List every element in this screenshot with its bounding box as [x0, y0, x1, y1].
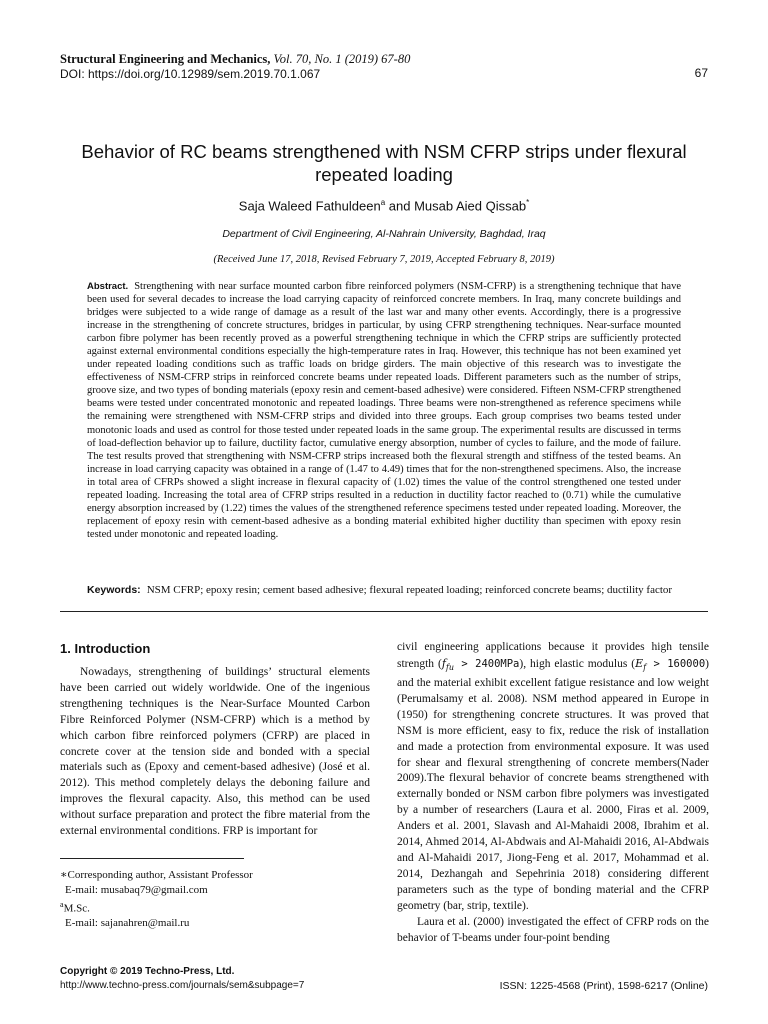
section-divider	[60, 611, 708, 612]
math-value: > 2400MPa	[454, 657, 520, 670]
author-a-degree: M.Sc.	[63, 902, 90, 915]
math-value: > 160000	[646, 657, 706, 670]
copyright-notice: Copyright © 2019 Techno-Press, Ltd.	[60, 966, 235, 977]
math-subscript: f	[643, 663, 647, 673]
intro-paragraph	[397, 640, 709, 915]
issn: ISSN: 1225-4568 (Print), 1598-6217 (Online)	[499, 980, 708, 992]
affiliation: Department of Civil Engineering, Al-Nahrain University, Baghdad, Iraq	[222, 228, 546, 240]
journal-citation	[60, 52, 410, 67]
paper-title: Behavior of RC beams strengthened with NSM CFRP strips under flexural repeated loading	[81, 141, 687, 185]
corresponding-author-note: ∗Corresponding author, Assistant Professor	[60, 869, 253, 881]
intro-paragraph: Laura et al. (2000) investigated the effect of CFRP rods on the behavior of T-beams under four-point bending	[397, 915, 709, 944]
keywords	[87, 584, 681, 597]
section-heading: 1. Introduction	[60, 641, 151, 656]
keywords-label: Keywords:	[87, 584, 141, 596]
text-run: civil engineering applications because it provides high tensile strength (	[397, 641, 709, 670]
author-a-email[interactable]: E-mail: sajanahren@mail.ru	[65, 917, 190, 930]
author-separator: and	[385, 198, 415, 214]
left-column	[60, 665, 370, 840]
journal-volume: Vol. 70, No. 1 (2019) 67-80	[270, 52, 411, 66]
footnote-divider	[60, 858, 244, 859]
author-name: Saja Waleed Fathuldeen	[238, 198, 381, 214]
keywords-text: NSM CFRP; epoxy resin; cement based adhesive; flexural repeated loading; reinforced concrete beams; ductility factor	[146, 584, 673, 596]
footnotes	[60, 868, 253, 931]
received-dates: (Received June 17, 2018, Revised February 7, 2019, Accepted February 8, 2019)	[213, 254, 555, 265]
footnote-mark: a	[60, 899, 64, 909]
author-name: Musab Aied Qissab	[414, 198, 527, 214]
text-run: ), high elastic modulus (	[519, 657, 636, 670]
corresponding-email[interactable]: E-mail: musabaq79@gmail.com	[65, 883, 208, 896]
author-a-note	[60, 898, 253, 916]
math-elastic-modulus	[635, 656, 647, 673]
author-mark: a	[380, 198, 386, 207]
intro-paragraph: Nowadays, strengthening of buildings’ structural elements have been carried out widely worldwide. One of the ingenious strengthening techniques is the Near-Surface Mounted Carbon Fibre Reinforced Polymer (NSM-CFRP) which is a method by which carbon fibre reinforced polymers (CFRP) are placed in concrete cover at the tension side and bonded with a special materials such as (Epoxy and cement-based adhesive) (José et al. 2012). This method completely delays the deboning failure and improves the flexural capacity. Also, this method can be used without surface preparation and protect the fibre material from the external environmental conditions. FRP is important for	[60, 666, 370, 838]
page-number: 67	[694, 66, 708, 80]
author-list	[60, 198, 708, 213]
math-symbol: f	[441, 656, 446, 670]
abstract-label: Abstract.	[87, 281, 129, 292]
text-run: ) and the material exhibit excellent fatigue resistance and low weight (Perumalsamy et al. 2008). NSM method appeared in Europe in (1950) for strengthening concrete structures. It was proved that NSM is more efficient, easy to fix, reduce the risk of installation and made a protection from environmental exposure. It was used for shear and flexural strengthening of concrete members(Nader 2009).The flexural behavior of concrete beams strengthened with externally bonded or NSM carbon fibre polymers was investigated by a number of researchers (Laura et al. 2000, Firas et al. 2009, Anders et al. 2001, Slavash and Al-Mahaidi 2008, Ibrahim et al. 2014, Ahmed 2014, Al-Abdwais and Al-Mahaidi 2016, Al-Abdwais and Al-Mahaidi 2017, Jiong-Feng et al. 2017, Mohammad et al. 2014, Dezhangah and Sepehrinia 2018) considering different parameters such as the type of bonding material and the CFRP geometry (bar, strip, textile).	[397, 657, 709, 912]
author-mark: *	[526, 198, 530, 207]
journal-url-link[interactable]: http://www.techno-press.com/journals/sem&subpage=7	[60, 980, 305, 991]
abstract	[87, 280, 681, 541]
math-fiber-strength	[441, 656, 455, 673]
doi-link[interactable]: DOI: https://doi.org/10.12989/sem.2019.70.1.067	[60, 67, 321, 81]
math-subscript: fu	[445, 663, 455, 673]
abstract-text: Strengthening with near surface mounted carbon fibre reinforced polymers (NSM-CFRP) is a strengthening technique that have been used for several decades to increase the load carrying capacity of reinforced concrete members. In Iraq, many concrete buildings and bridges were subjected to a wide range of damage as a result of the last war and many other events. Accordingly, there is a progressive increase in the strengthening of concrete structures, bridges in particular, by using CFRP strengthening techniques. Near-surface mounted carbon fibre polymer has been recently proved as a powerful strengthening technique in which the CFRP strips are sufficiently protected against external environmental conditions especially the high-temperature rates in Iraq. However, this technique has not been examined yet under repeated loading conditions such as traffic loads on bridge girders. The main objective of this research was to investigate the effectiveness of NSM-CFRP strips in reinforced concrete beams under repeated loads. Different parameters such as the number of strips, groove size, and two types of bonding materials (epoxy resin and cement-based adhesive) were considered. Fifteen NSM-CFRP strengthened beams were tested under concentrated monotonic and repeated loadings. Three beams were non-strengthened as reference specimens while the remaining were strengthened with NSM-CFRP strips and divided into three groups. Each group comprises two beams tested under monotonic loads and used as control for those tested under repeated loads in the same group. The experimental results are discussed in terms of load-deflection behavior up to failure, ductility factor, cumulative energy absorption, number of cycles to failure, and the mode of failure. The test results proved that strengthening with NSM-CFRP strips increased both the flexural strength and stiffness of the tested beams. An increase in load carrying capacity was obtained in a range of (1.47 to 4.49) times that for the non-strengthened specimens. Also, the increase in total area of CFRPs showed a slight increase in flexural capacity of (1.02) times the value of the control strengthened one tested under repeated loading. Increasing the total area of CFRP strips resulted in a reduction in ductility factor reached to (0.71) while the cumulative energy absorption increased by (1.22) times the values of the strengthened reference specimens tested under repeated loading. Moreover, the replacement of epoxy resin with cement-based adhesive as a bonding material exhibited higher ductility than specimen with epoxy resin tested under monotonic and repeated loading.	[87, 281, 681, 540]
right-column	[397, 640, 709, 946]
journal-name: Structural Engineering and Mechanics,	[60, 52, 271, 66]
math-symbol: E	[635, 656, 644, 670]
